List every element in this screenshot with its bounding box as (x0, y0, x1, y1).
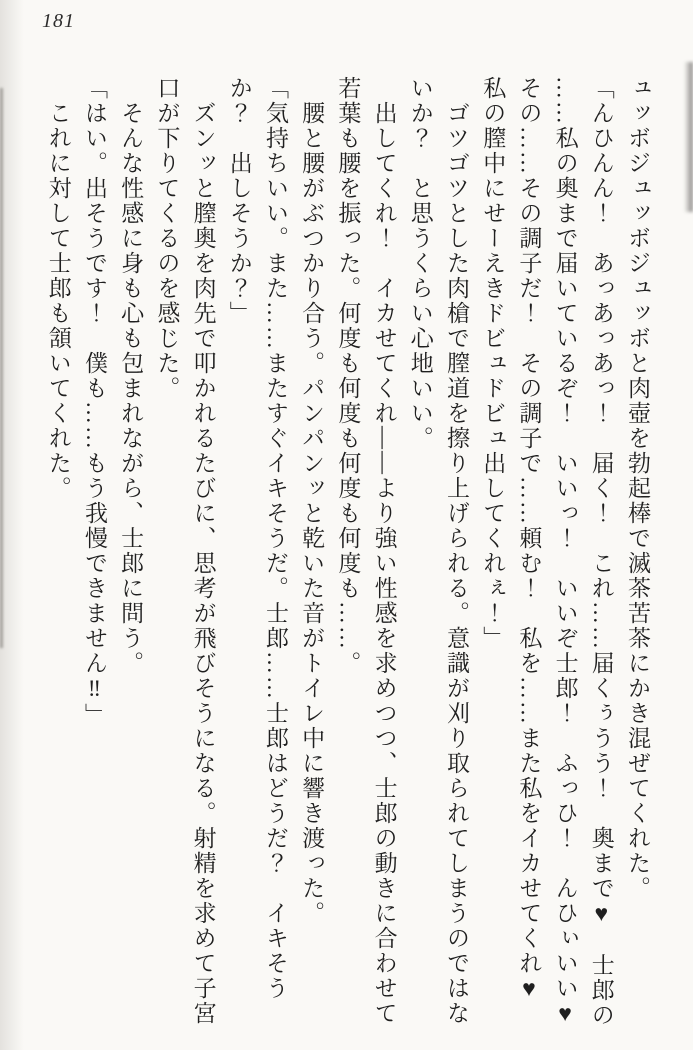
text-line: ……私の奥まで届いているぞ！ いいっ！ いいぞ士郎！ ふっひ！ んひぃいい♥ (552, 76, 578, 1028)
text-line: 「んひんん！ あっあっあっ！ 届く！ これ……届くぅうう！ 奥まで♥ 士郎の (588, 76, 614, 1028)
text-line: 「気持ちいい。また……またすぐイキそうだ。士郎……士郎はどうだ？ イキそう (262, 76, 288, 1001)
text-line: か？ 出しそうか？」 (226, 76, 252, 326)
text-line: ゴツゴツとした肉槍で膣道を擦り上げられる。意識が刈り取られてしまうのではな (443, 101, 469, 1026)
text-line: ュッボジュッボジュッボと肉壺を勃起棒で滅茶苦茶にかき混ぜてくれた。 (625, 76, 650, 901)
page-edge-scan-line (0, 88, 3, 648)
text-line: これに対して士郎も頷いてくれた。 (45, 101, 71, 501)
text-line: 出してくれ！ イカせてくれ――より強い性感を求めつつ、士郎の動きに合わせて (371, 101, 397, 1026)
text-line: 「はい。出そうです！ 僕も……もう我慢できません‼」 (81, 76, 107, 728)
text-line: 私の膣中にせーえきドビュドビュ出してくれぇ！」 (480, 76, 506, 651)
text-line: いか？ と思うくらい心地いい。 (407, 76, 433, 451)
text-line: 若葉も腰を振った。何度も何度も何度も何度も……。 (335, 76, 361, 676)
text-line: ズンッと膣奥を肉先で叩かれるたびに、思考が飛びそうになる。射精を求めて子宮 (190, 101, 216, 1026)
page-edge-shadow-left (0, 0, 24, 1050)
page-number: 181 (42, 10, 75, 32)
page-edge-shadow-right (684, 62, 693, 212)
text-line: その……その調子だ！ その調子で……頼む！ 私を……また私をイカせてくれ♥ (516, 76, 542, 1003)
text-line: そんな性感に身も心も包まれながら、士郎に問う。 (118, 101, 144, 676)
text-line: 口が下りてくるのを感じた。 (154, 76, 180, 401)
text-line: 腰と腰がぶつかり合う。パンパンッと乾いた音がトイレ中に響き渡った。 (299, 101, 325, 926)
page-text (40, 76, 655, 1034)
